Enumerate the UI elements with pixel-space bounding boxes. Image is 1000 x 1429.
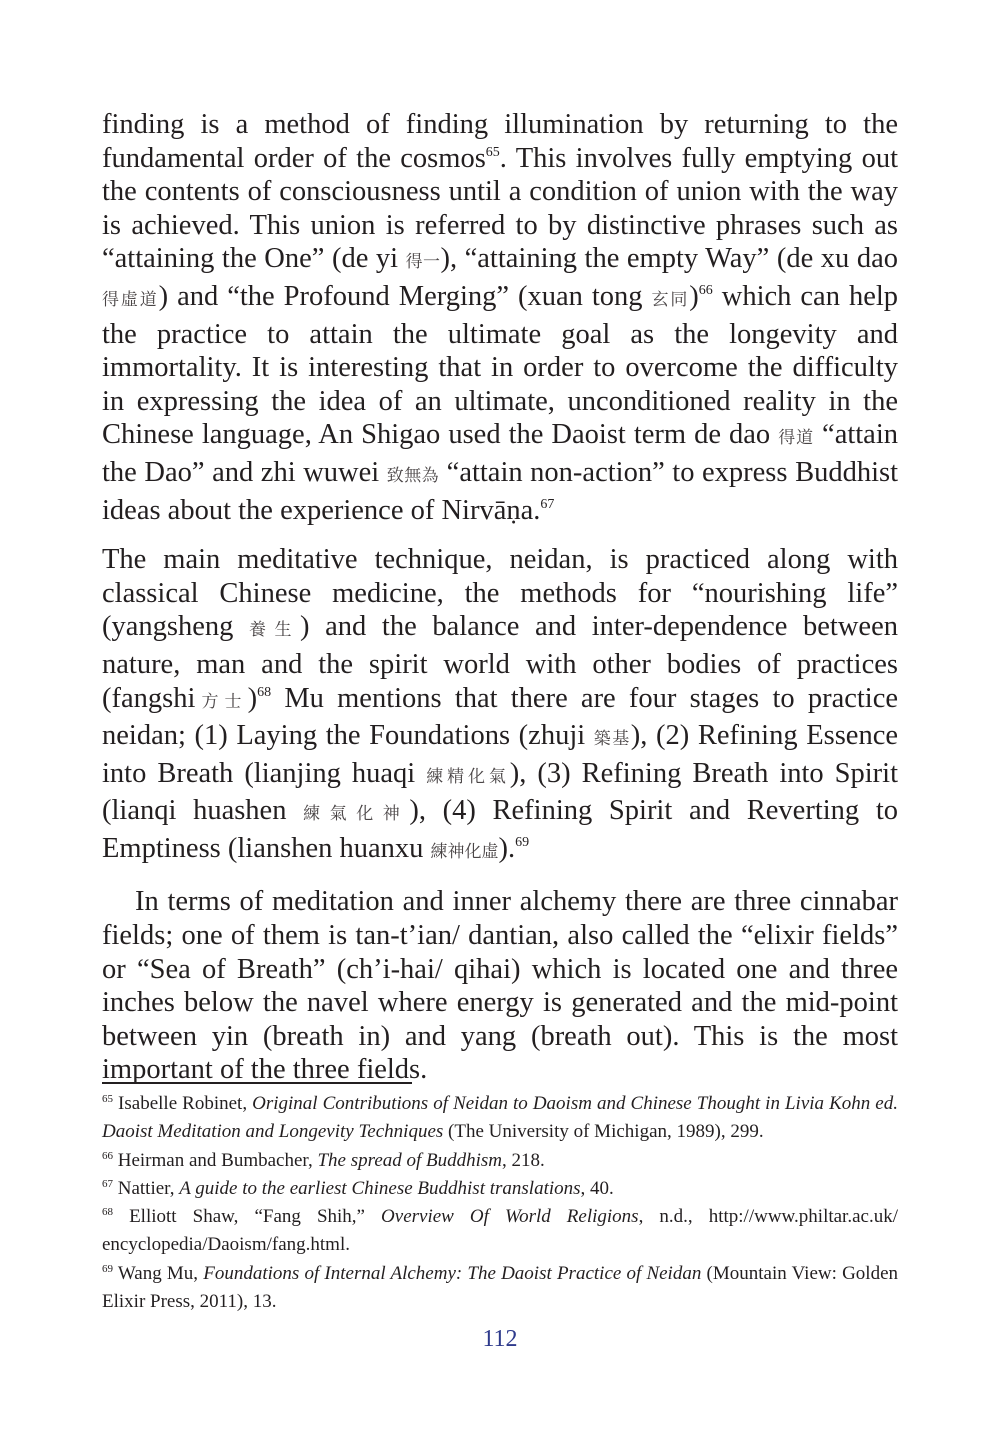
chinese-term: 築基 [593,729,631,750]
text-run: ) [247,682,258,714]
page-number: 112 [482,1326,518,1352]
footnote-title: Foundations of Internal Alchemy: The Daoist Practice of Neidan [203,1262,702,1284]
paragraph-2 [102,543,898,869]
footnote-ref-65[interactable]: 65 [485,144,500,160]
footnote-ref-66[interactable]: 66 [698,282,713,298]
footnote-title: A guide to the earliest Chinese Buddhist translations [179,1177,581,1199]
footnote-text: , 40. [580,1177,614,1199]
text-run: ), (2) Refining Essence into Breath (lianjing huaqi [102,720,899,789]
chinese-term: 得一 [405,252,441,273]
chinese-term: 玄同 [651,289,690,310]
footnote-text: , n.d., http://www.philtar.ac.uk/ encyclopedia/Daoism/fang.html. [102,1206,898,1256]
footnote-number: 66 [102,1149,113,1162]
text-run: “attain non-action” to express Buddhist ideas about the experience of Nirvāṇa. [102,456,898,526]
footnote-title: Overview Of World Religions [381,1206,639,1228]
footnote-66 [102,1147,898,1175]
text-run: In terms of meditation and inner alchemy there are three cinnabar fields; one of them is tan-t’ian/ dantian, also called the “elixir fields” or “Sea of Breath” (ch’i-hai/ qihai) which is located one and three inches below the navel where energy is generated and the mid-point between yin (breath in) and yang (breath out). This is the most important of the three fields. [102,886,898,1086]
footnote-text: Nattier, [113,1177,180,1199]
paragraph-1 [102,108,898,527]
page-body [102,108,898,1087]
text-run: ), (4) Refining Spirit and Reverting to Emptiness (lianshen huanxu [102,795,898,864]
chinese-term: 致無為 [386,465,440,486]
footnote-text: Isabelle Robinet, [113,1093,253,1114]
text-run: The main meditative technique, neidan, is practiced along with classical Chinese medicine, the methods for “nourishing life” (yangsheng [102,544,898,643]
footnote-number: 67 [102,1177,113,1190]
text-run: . This involves fully emptying out the contents of consciousness until a condition of union with the way is achieved. This union is referred to by distinctive phrases such as “attaining the One” (de yi [102,142,898,275]
chinese-term: 得虛道 [102,289,159,310]
paragraph-3 [102,885,898,1087]
footnote-text: , 218. [502,1149,545,1171]
text-run: “attain the Dao” and zhi wuwei [102,419,898,488]
footnote-number: 65 [102,1093,113,1105]
text-run: ), (3) Refining Breath into Spirit (lianqi huashen [102,757,899,827]
footnote-divider [102,1082,412,1084]
footnotes [102,1082,898,1316]
chinese-term: 練精化氣 [426,766,510,787]
text-run: Mu mentions that there are four stages to practice neidan; (1) Laying the Foundations (zhuji [102,682,898,752]
chinese-term: 方士 [195,691,248,712]
footnote-69 [102,1260,898,1317]
footnote-ref-69[interactable]: 69 [515,834,530,850]
footnote-ref-68[interactable]: 68 [257,684,272,700]
footnote-number: 69 [102,1262,113,1275]
footnote-ref-67[interactable]: 67 [540,496,555,512]
text-run: ) and the balance and inter-dependence between nature, man and the spirit world with other bodies of practices (fangshi [102,611,898,714]
footnote-title: Original Contributions of Neidan to Daoism and Chinese Thought in Livia Kohn ed. Daoist Meditation and Longevity Techniques [102,1093,898,1143]
text-run: which can help the practice to attain the ultimate goal as the longevity and immortality. It is interesting that in order to overcome the difficulty in expressing the idea of an ultimate, unconditioned reality in the Chinese language, An Shigao used the Daoist term de dao [102,280,899,451]
footnote-text: Wang Mu, [113,1262,204,1284]
footnote-67 [102,1175,898,1203]
text-run: ), “attaining the empty Way” (de xu dao [440,243,898,275]
footnote-text: Elliott Shaw, “Fang Shih,” [113,1206,382,1228]
footnote-65 [102,1090,898,1147]
text-run: ) and “the Profound Merging” (xuan tong [158,280,652,312]
footnote-title: The spread of Buddhism [317,1149,503,1171]
chinese-term: 練氣化神 [303,804,410,825]
text-run: ). [498,832,516,864]
footnote-text: (The University of Michigan, 1989), 299. [443,1121,764,1143]
footnote-68 [102,1203,898,1260]
footnote-number: 68 [102,1206,113,1219]
footnote-text: (Mountain View: Golden Elixir Press, 2011), 13. [102,1262,898,1313]
chinese-term: 養生 [249,620,301,641]
chinese-term: 得道 [778,428,815,449]
chinese-term: 練神化虛 [430,841,499,862]
footnote-text: Heirman and Bumbacher, [113,1149,318,1171]
text-run: ) [689,280,699,312]
text-run: finding is a method of finding illumination by returning to the fundamental order of the cosmos [102,109,898,174]
